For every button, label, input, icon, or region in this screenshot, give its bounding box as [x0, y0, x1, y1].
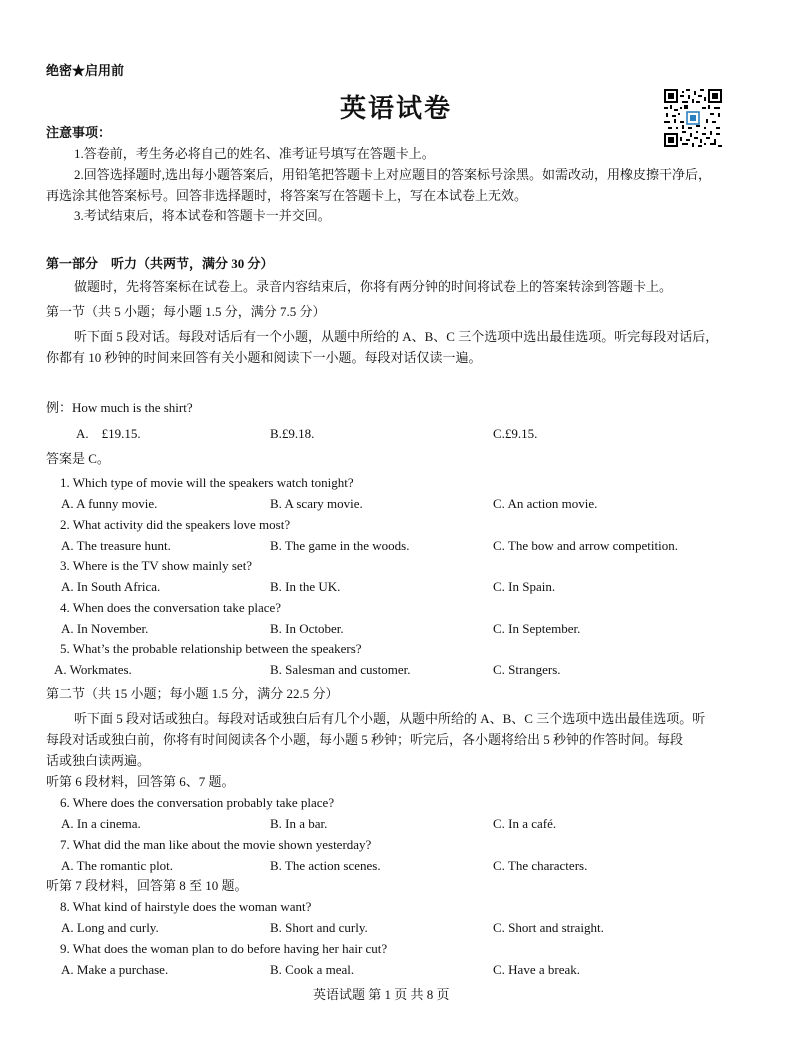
material-7-label: 听第 7 段材料，回答第 8 至 10 题。 — [46, 878, 248, 893]
question-6: 6. Where does the conversation probably take place? — [60, 795, 335, 810]
notice-item-2-line-2: 再选涂其他答案标号。回答非选择题时，将答案写在答题卡上，写在本试卷上无效。 — [46, 188, 528, 203]
question-3-option-a: A. In South Africa. — [61, 579, 161, 594]
question-9: 9. What does the woman plan to do before having her hair cut? — [60, 941, 388, 956]
page-title: 英语试卷 — [340, 94, 453, 123]
question-5: 5. What’s the probable relationship between the speakers? — [60, 641, 362, 656]
part-1-heading: 第一部分 听力（共两节，满分 30 分） — [46, 256, 274, 271]
question-9-option-a: A. Make a purchase. — [61, 962, 169, 977]
confidential-label: 绝密★启用前 — [46, 63, 125, 78]
question-3-option-b: B. In the UK. — [270, 579, 341, 594]
question-2-option-a: A. The treasure hunt. — [61, 538, 171, 553]
question-6-option-a: A. In a cinema. — [61, 816, 141, 831]
notice-item-1: 1.答卷前，考生务必将自己的姓名、准考证号填写在答题卡上。 — [74, 146, 435, 161]
question-6-option-b: B. In a bar. — [270, 816, 328, 831]
example-option-b: B.£9.18. — [270, 426, 315, 441]
example-option-c: C.£9.15. — [493, 426, 538, 441]
section-1-heading: 第一节（共 5 小题；每小题 1.5 分，满分 7.5 分） — [46, 304, 326, 319]
question-2-option-c: C. The bow and arrow competition. — [493, 538, 678, 553]
notice-item-3: 3.考试结束后，将本试卷和答题卡一并交回。 — [74, 208, 331, 223]
question-8-option-c: C. Short and straight. — [493, 920, 604, 935]
page-footer: 英语试题 第 1 页 共 8 页 — [313, 987, 450, 1002]
question-9-option-b: B. Cook a meal. — [270, 962, 355, 977]
question-8: 8. What kind of hairstyle does the woman want? — [60, 899, 312, 914]
question-7-option-a: A. The romantic plot. — [61, 858, 174, 873]
question-5-option-a: A. Workmates. — [54, 662, 132, 677]
question-4-option-a: A. In November. — [61, 621, 149, 636]
question-2-option-b: B. The game in the woods. — [270, 538, 410, 553]
example-answer: 答案是 C。 — [46, 451, 110, 466]
qr-code-icon — [664, 89, 722, 147]
question-8-option-a: A. Long and curly. — [61, 920, 159, 935]
material-6-label: 听第 6 段材料，回答第 6、7 题。 — [46, 774, 235, 789]
section-1-intro-line-1: 听下面 5 段对话。每段对话后有一个小题，从题中所给的 A、B、C 三个选项中选出最佳选项。听完每段对话后， — [74, 329, 719, 344]
question-7: 7. What did the man like about the movie shown yesterday? — [60, 837, 372, 852]
question-4-option-b: B. In October. — [270, 621, 344, 636]
question-7-option-c: C. The characters. — [493, 858, 588, 873]
question-1-option-c: C. An action movie. — [493, 496, 598, 511]
question-4: 4. When does the conversation take place? — [60, 600, 282, 615]
example-question: 例：How much is the shirt? — [46, 400, 193, 415]
question-3: 3. Where is the TV show mainly set? — [60, 558, 253, 573]
question-2: 2. What activity did the speakers love most? — [60, 517, 291, 532]
section-1-intro-line-2: 你都有 10 秒钟的时间来回答有关小题和阅读下一小题。每段对话仅读一遍。 — [46, 350, 482, 365]
question-1-option-b: B. A scary movie. — [270, 496, 363, 511]
notice-item-2-line-1: 2.回答选择题时,选出每小题答案后，用铅笔把答题卡上对应题目的答案标号涂黑。如需改动，用橡皮擦干净后， — [74, 167, 712, 182]
example-option-a: A. £19.15. — [76, 426, 141, 441]
question-5-option-b: B. Salesman and customer. — [270, 662, 411, 677]
section-2-intro-line-1: 听下面 5 段对话或独白。每段对话或独白后有几个小题，从题中所给的 A、B、C 三个选项中选出最佳选项。听 — [74, 711, 706, 726]
question-4-option-c: C. In September. — [493, 621, 581, 636]
question-5-option-c: C. Strangers. — [493, 662, 561, 677]
section-2-intro-line-2: 每段对话或独白前，你将有时间阅读各个小题，每小题 5 秒钟；听完后，各小题将给出 5 秒钟的作答时间。每段 — [46, 732, 684, 747]
notice-heading: 注意事项： — [46, 125, 112, 140]
question-7-option-b: B. The action scenes. — [270, 858, 381, 873]
question-1-option-a: A. A funny movie. — [61, 496, 158, 511]
question-1: 1. Which type of movie will the speakers watch tonight? — [60, 475, 354, 490]
question-9-option-c: C. Have a break. — [493, 962, 580, 977]
question-3-option-c: C. In Spain. — [493, 579, 556, 594]
question-6-option-c: C. In a café. — [493, 816, 557, 831]
section-2-heading: 第二节（共 15 小题；每小题 1.5 分，满分 22.5 分） — [46, 686, 339, 701]
part-1-instruction: 做题时，先将答案标在试卷上。录音内容结束后，你将有两分钟的时间将试卷上的答案转涂到答题卡上。 — [74, 279, 673, 294]
question-8-option-b: B. Short and curly. — [270, 920, 368, 935]
section-2-intro-line-3: 话或独白读两遍。 — [46, 753, 151, 768]
